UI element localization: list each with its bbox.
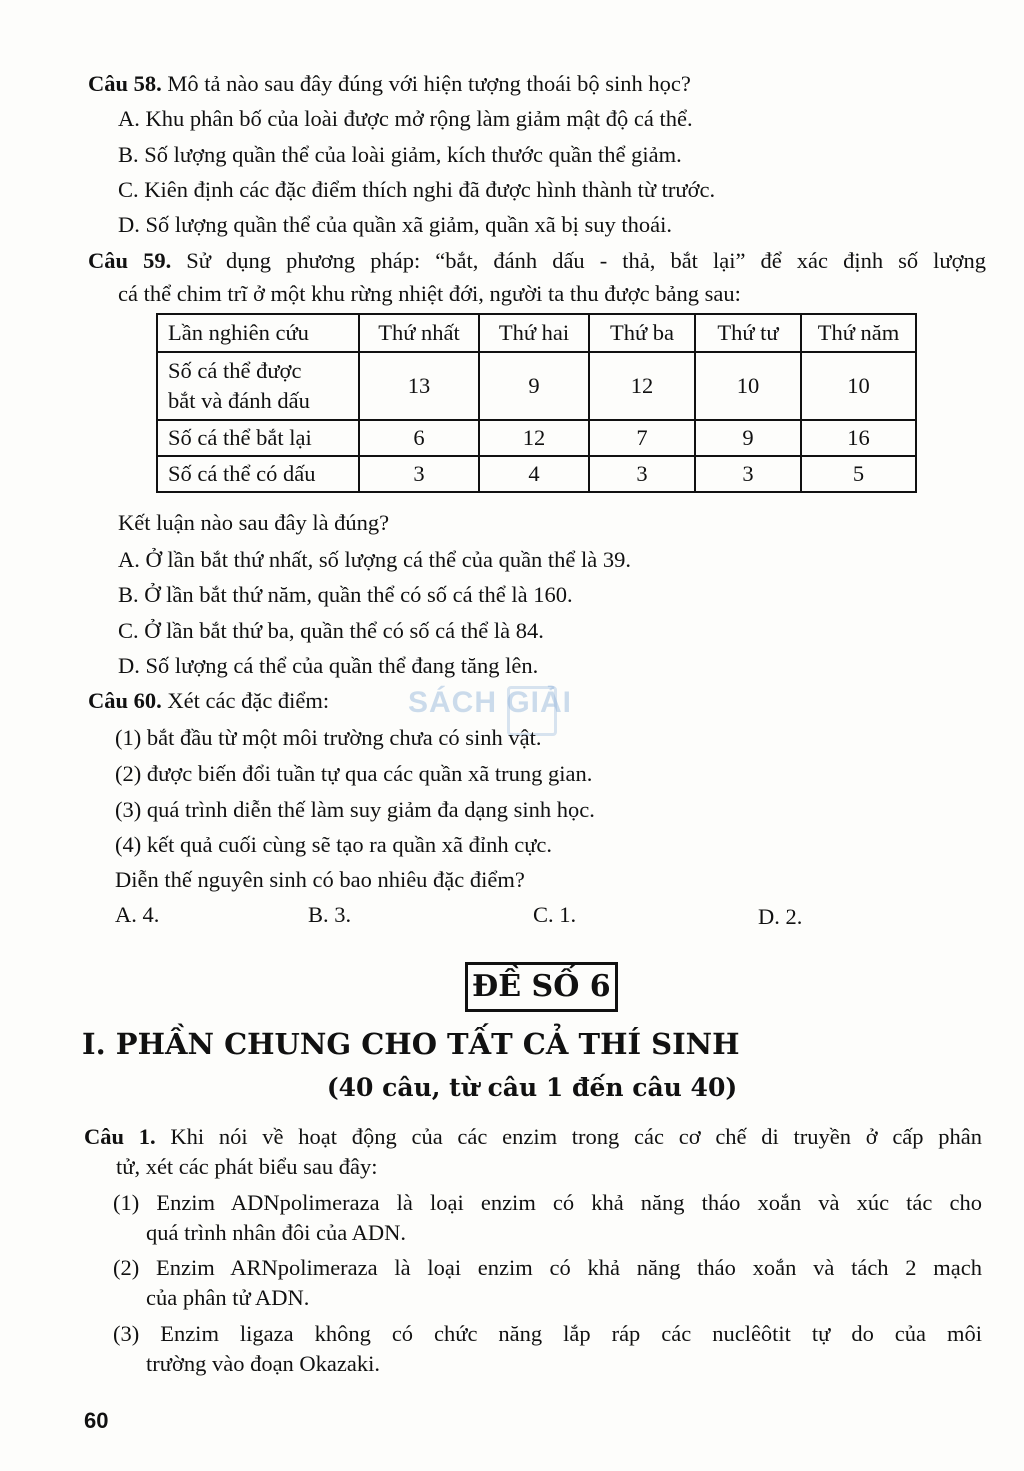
q60-item-3: (3) quá trình diễn thế làm suy giảm đa dạng sinh học. <box>115 797 595 822</box>
q60-stem <box>88 687 329 715</box>
q59-text-line1: Sử dụng phương pháp: “bắt, đánh dấu - thả, bắt lại” để xác định số lượng <box>186 248 987 273</box>
table-cell: 4 <box>479 456 589 492</box>
q59-option-c: C. Ở lần bắt thứ ba, quần thể có số cá thể là 84. <box>118 618 544 643</box>
exam-title-box: ĐỀ SỐ 6 <box>465 962 618 1012</box>
table-cell: 3 <box>589 456 695 492</box>
q58-text: Mô tả nào sau đây đúng với hiện tượng thoái bộ sinh học? <box>167 71 691 96</box>
page-number: 60 <box>84 1408 109 1433</box>
q58-option-b: B. Số lượng quần thể của loài giảm, kích thước quần thể giảm. <box>118 142 682 167</box>
q1-item-3-line2: trường vào đoạn Okazaki. <box>146 1351 381 1376</box>
q59-stem-line1 <box>88 247 986 275</box>
table-header-cell: Thứ năm <box>801 314 916 352</box>
q1-text-line2: tử, xét các phát biểu sau đây: <box>116 1154 378 1179</box>
q59-option-b: B. Ở lần bắt thứ năm, quần thể có số cá thể là 160. <box>118 582 573 607</box>
table-cell: 10 <box>695 352 801 420</box>
table-row-label-line1: Số cá thể được <box>168 358 302 383</box>
q1-item-3-line1: (3) Enzim ligaza không có chức năng lắp ráp các nuclêôtit tự do của môi <box>113 1321 982 1346</box>
table-cell: 3 <box>359 456 479 492</box>
q60-item-1: (1) bắt đầu từ một môi trường chưa có sinh vật. <box>115 725 542 750</box>
q59-text-line2: cá thể chim trĩ ở một khu rừng nhiệt đới, người ta thu được bảng sau: <box>118 281 741 306</box>
q60-item-4: (4) kết quả cuối cùng sẽ tạo ra quần xã đỉnh cực. <box>115 832 553 857</box>
table-header-cell: Thứ tư <box>695 314 801 352</box>
section-title: I. PHẦN CHUNG CHO TẤT CẢ THÍ SINH <box>82 1027 740 1061</box>
table-header-cell: Thứ ba <box>589 314 695 352</box>
table-row <box>157 352 916 420</box>
table-row <box>157 420 916 456</box>
q58-option-c: C. Kiên định các đặc điểm thích nghi đã được hình thành từ trước. <box>118 177 716 202</box>
q59-option-a: A. Ở lần bắt thứ nhất, số lượng cá thể của quần thể là 39. <box>118 547 632 572</box>
table-cell: 12 <box>589 352 695 420</box>
q59-option-d: D. Số lượng cá thể của quần thể đang tăng lên. <box>118 653 539 678</box>
table-header-cell: Lần nghiên cứu <box>157 314 359 352</box>
table-cell: 3 <box>695 456 801 492</box>
q1-text-line1: Khi nói về hoạt động của các enzim trong các cơ chế di truyền ở cấp phân <box>170 1124 983 1149</box>
table-cell: 5 <box>801 456 916 492</box>
q1-item-1-line1: (1) Enzim ADNpolimeraza là loại enzim có khả năng tháo xoắn và xúc tác cho <box>113 1190 982 1215</box>
table-cell: 16 <box>801 420 916 456</box>
q60-option-b: B. 3. <box>308 902 352 927</box>
q60-option-d: D. 2. <box>758 904 803 929</box>
table-cell: 6 <box>359 420 479 456</box>
q60-prompt: Diễn thế nguyên sinh có bao nhiêu đặc điểm? <box>115 867 525 892</box>
table-header-row <box>157 314 916 352</box>
q1-item-1-line2: quá trình nhân đôi của ADN. <box>146 1220 406 1245</box>
q58-option-a: A. Khu phân bố của loài được mở rộng làm giảm mật độ cá thể. <box>118 106 693 131</box>
q58-stem <box>88 70 691 98</box>
table-row-label: Số cá thể có dấu <box>157 456 359 492</box>
q59-label: Câu 59. <box>88 248 172 273</box>
table-cell: 12 <box>479 420 589 456</box>
table-cell: 9 <box>479 352 589 420</box>
q60-text: Xét các đặc điểm: <box>167 688 330 713</box>
table-row-label-line2: bắt và đánh dấu <box>168 388 310 413</box>
q1-item-2-line1: (2) Enzim ARNpolimeraza là loại enzim có khả năng tháo xoắn và tách 2 mạch <box>113 1255 982 1280</box>
table-cell: 7 <box>589 420 695 456</box>
table-header-cell: Thứ hai <box>479 314 589 352</box>
q60-label: Câu 60. <box>88 688 162 713</box>
table-cell: 9 <box>695 420 801 456</box>
table-row-label <box>157 352 359 420</box>
table-row-label: Số cá thể bắt lại <box>157 420 359 456</box>
q1-stem-line1 <box>84 1123 982 1151</box>
q58-option-d: D. Số lượng quần thể của quần xã giảm, quần xã bị suy thoái. <box>118 212 672 237</box>
q60-option-c: C. 1. <box>533 902 577 927</box>
q58-label: Câu 58. <box>88 71 162 96</box>
q59-prompt: Kết luận nào sau đây là đúng? <box>118 510 390 535</box>
table-cell: 13 <box>359 352 479 420</box>
q1-label: Câu 1. <box>84 1124 156 1149</box>
q60-option-a: A. 4. <box>115 902 160 927</box>
capture-recapture-table <box>156 313 917 493</box>
q60-item-2: (2) được biến đổi tuần tự qua các quần xã trung gian. <box>115 761 593 786</box>
table-cell: 10 <box>801 352 916 420</box>
table-header-cell: Thứ nhất <box>359 314 479 352</box>
table-row <box>157 456 916 492</box>
q1-item-2-line2: của phân tử ADN. <box>146 1285 310 1310</box>
watermark-text: SÁCH GIẢI <box>408 686 573 719</box>
section-subtitle: (40 câu, từ câu 1 đến câu 40) <box>326 1073 738 1102</box>
